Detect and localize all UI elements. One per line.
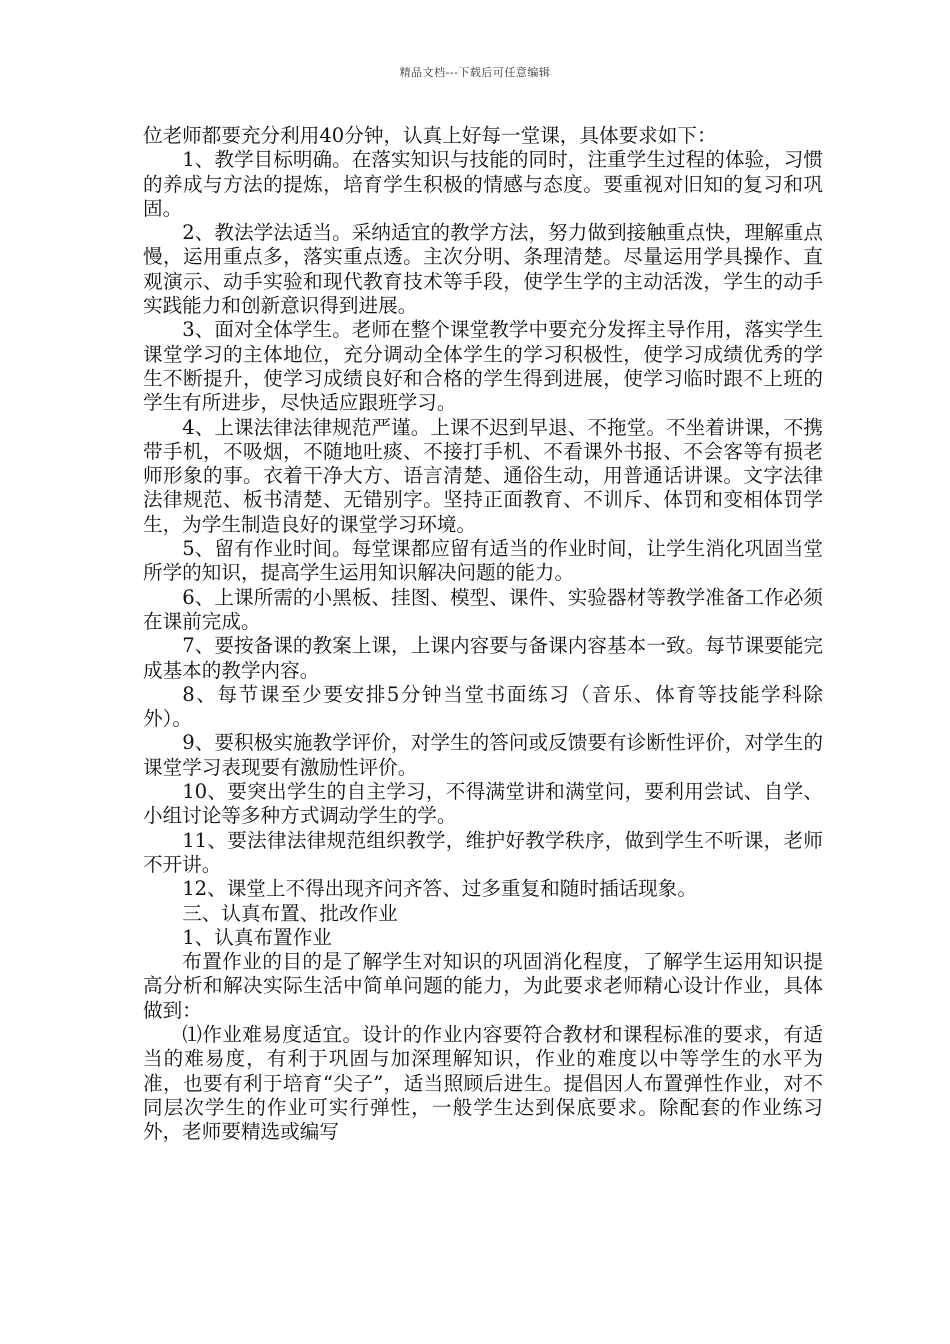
- paragraph-continuation: 位老师都要充分利用40分钟，认真上好每一堂课，具体要求如下：: [143, 124, 717, 147]
- paragraph-item-10: 10、要突出学生的自主学习，不得满堂讲和满堂问，要利用尝试、自学、小组讨论等多种方式调动学生的学。: [143, 780, 823, 828]
- paragraph-item-1: 1、教学目标明确。在落实知识与技能的同时，注重学生过程的体验，习惯的养成与方法的提炼，培育学生积极的情感与态度。要重视对旧知的复习和巩固。: [143, 148, 823, 220]
- subsection-heading: 1、认真布置作业: [182, 925, 332, 949]
- paragraph-item-9: 9、要积极实施教学评价，对学生的答问或反馈要有诊断性评价，对学生的课堂学习表现要有激励性评价。: [143, 731, 823, 779]
- page-header: 精品文档---下载后可任意编辑: [399, 66, 551, 79]
- paragraph-item-3: 3、面对全体学生。老师在整个课堂教学中要充分发挥主导作用，落实学生课堂学习的主体地位，充分调动全体学生的学习积极性，使学习成绩优秀的学生不断提升，使学习成绩良好和合格的学生得到进展，使学习临时跟不上班的学生有所进步，尽快适应跟班学习。: [143, 318, 823, 415]
- paragraph-item-8: 8、每节课至少要安排5分钟当堂书面练习（音乐、体育等技能学科除外）。: [143, 682, 823, 731]
- paragraph-item-5: 5、留有作业时间。每堂课都应留有适当的作业时间，让学生消化巩固当堂所学的知识，提高学生运用知识解决问题的能力。: [143, 537, 823, 585]
- paragraph-item-4: 4、上课法律法律规范严谨。上课不迟到早退、不拖堂。不坐着讲课，不携带手机，不吸烟，不随地吐痰、不接打手机、不看课外书报、不会客等有损老师形象的事。衣着干净大方、语言清楚、通俗生动，用普通话讲课。文字法律法律规范、板书清楚、无错别字。坚持正面教育、不训斥、体罚和变相体罚学生，为学生制造良好的课堂学习环境。: [143, 415, 823, 536]
- paragraph-item-2: 2、教法学法适当。采纳适宜的教学方法，努力做到接触重点快，理解重点慢，运用重点多，落实重点透。主次分明、条理清楚。尽量运用学具操作、直观演示、动手实验和现代教育技术等手段，使学生学的主动活泼，学生的动手实践能力和创新意识得到进展。: [143, 221, 823, 318]
- section-heading: 三、认真布置、批改作业: [182, 901, 398, 925]
- paragraph-item-7: 7、要按备课的教案上课，上课内容要与备课内容基本一致。每节课要能完成基本的教学内容。: [143, 634, 823, 682]
- paragraph-item-11: 11、要法律法律规范组织教学，维护好教学秩序，做到学生不听课，老师不开讲。: [143, 828, 823, 876]
- paragraph-item-12: 12、课堂上不得出现齐问齐答、过多重复和随时插话现象。: [182, 877, 697, 901]
- paragraph-homework-difficulty: ⑴作业难易度适宜。设计的作业内容要符合教材和课程标准的要求，有适当的难易度，有利于巩固与加深理解知识，作业的难度以中等学生的水平为准，也要有利于培育“尖子”，适当照顾后进生。提倡因人布置弹性作业，对不同层次学生的作业可实行弹性，一般学生达到保底要求。除配套的作业练习外，老师要精选或编写: [143, 1022, 823, 1144]
- document-body: [143, 124, 823, 1144]
- paragraph-item-6: 6、上课所需的小黑板、挂图、模型、课件、实验器材等教学准备工作必须在课前完成。: [143, 585, 823, 633]
- paragraph-homework-purpose: 布置作业的目的是了解学生对知识的巩固消化程度，了解学生运用知识提高分析和解决实际生活中简单问题的能力，为此要求老师精心设计作业，具体做到：: [143, 950, 823, 1022]
